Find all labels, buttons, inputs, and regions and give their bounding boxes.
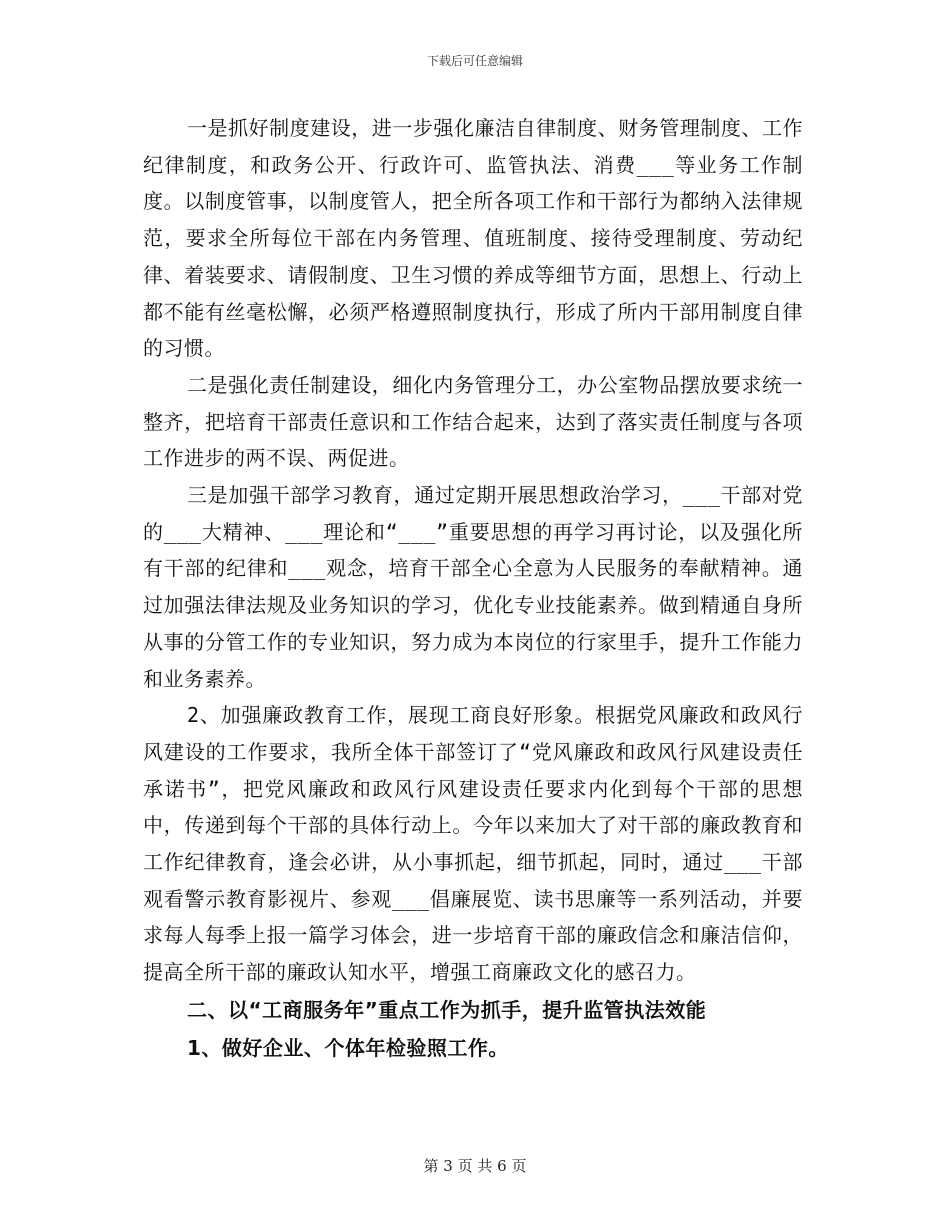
subsection-heading: 1、做好企业、个体年检验照工作。	[187, 1035, 509, 1060]
page-header: 下载后可任意编辑	[426, 54, 523, 68]
page-number: 第 3 页 共 6 页	[423, 1157, 527, 1175]
document-body	[143, 110, 803, 1067]
paragraph-study-education: 三是加强干部学习教育，通过定期开展思想政治学习，___干部对党的___大精神、___理论和“___”重要思想的再学习再讨论，以及强化所有干部的纪律和___观念，培育干部全心全意为人民服务的奉献精神。通过加强法律法规及业务知识的学习，优化专业技能素养。做到精通自身所从事的分管工作的专业知识，努力成为本岗位的行家里手，提升工作能力和业务素养。	[143, 483, 803, 691]
paragraph-integrity-education: 2、加强廉政教育工作，展现工商良好形象。根据党风廉政和政风行风建设的工作要求，我所全体干部签订了“党风廉政和政风行风建设责任承诺书”，把党风廉政和政风行风建设责任要求内化到每个干部的思想中，传递到每个干部的具体行动上。今年以来加大了对干部的廉政教育和工作纪律教育，逢会必讲，从小事抓起，细节抓起，同时，通过___干部观看警示教育影视片、参观___倡廉展览、读书思廉等一系列活动，并要求每人每季上报一篇学习体会，进一步培育干部的廉政信念和廉洁信仰，提高全所干部的廉政认知水平，增强工商廉政文化的感召力。	[143, 703, 803, 985]
paragraph-system-building: 一是抓好制度建设，进一步强化廉洁自律制度、财务管理制度、工作纪律制度，和政务公开、行政许可、监管执法、消费___等业务工作制度。以制度管事，以制度管人，把全所各项工作和干部行为都纳入法律规范，要求全所每位干部在内务管理、值班制度、接待受理制度、劳动纪律、着装要求、请假制度、卫生习惯的养成等细节方面，思想上、行动上都不能有丝毫松懈，必须严格遵照制度执行，形成了所内干部用制度自律的习惯。	[143, 116, 803, 361]
section-heading: 二、以“工商服务年”重点工作为抓手，提升监管执法效能	[187, 997, 707, 1022]
paragraph-responsibility-system: 二是强化责任制建设，细化内务管理分工，办公室物品摆放要求统一整齐，把培育干部责任意识和工作结合起来，达到了落实责任制度与各项工作进步的两不误、两促进。	[143, 372, 803, 471]
